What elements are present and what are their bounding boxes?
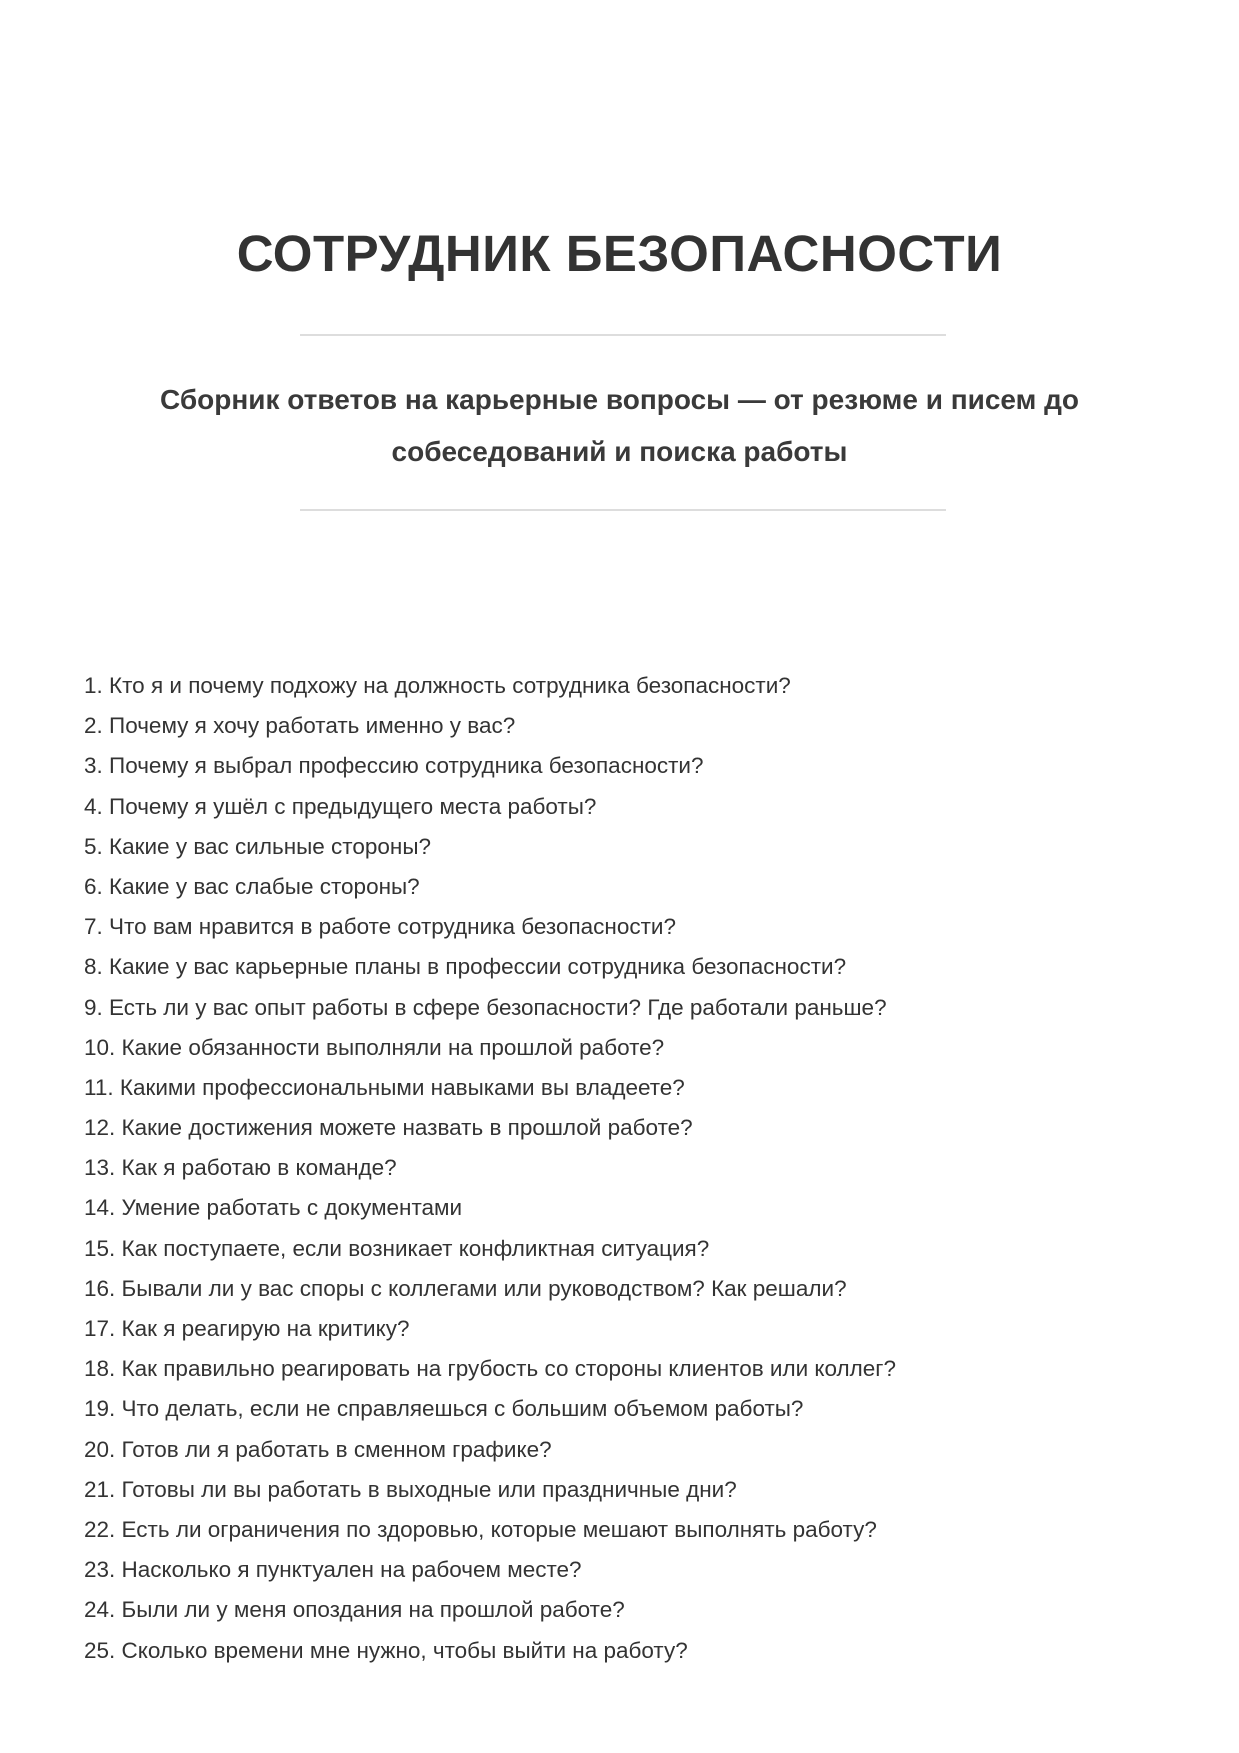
divider-top: [300, 334, 946, 336]
question-item: 23. Насколько я пунктуален на рабочем месте?: [84, 1557, 582, 1583]
question-item: 1. Кто я и почему подхожу на должность сотрудника безопасности?: [84, 673, 791, 698]
question-item: 24. Были ли у меня опоздания на прошлой работе?: [84, 1597, 625, 1623]
question-item: 7. Что вам нравится в работе сотрудника безопасности?: [84, 914, 676, 940]
question-item: 10. Какие обязанности выполняли на прошлой работе?: [84, 1034, 665, 1060]
question-item: 17. Как я реагирую на критику?: [84, 1316, 410, 1341]
question-item: 2. Почему я хочу работать именно у вас?: [84, 713, 516, 739]
question-item: 25. Сколько времени мне нужно, чтобы выйти на работу?: [84, 1637, 688, 1663]
question-item: 13. Как я работаю в команде?: [84, 1155, 397, 1181]
question-item: 8. Какие у вас карьерные планы в профессии сотрудника безопасности?: [84, 954, 847, 980]
page-title: СОТРУДНИК БЕЗОПАСНОСТИ: [236, 225, 1003, 283]
question-item: 5. Какие у вас сильные стороны?: [84, 833, 432, 859]
question-item: 4. Почему я ушёл с предыдущего места работы?: [84, 793, 597, 819]
questions-list: [84, 666, 896, 1671]
question-item: 21. Готовы ли вы работать в выходные или праздничные дни?: [84, 1476, 737, 1502]
page-subtitle: Сборник ответов на карьерные вопросы — от резюме и писем до собеседований и поиска работы: [160, 384, 1079, 467]
question-item: 20. Готов ли я работать в сменном графике?: [84, 1436, 552, 1462]
question-item: 14. Умение работать с документами: [84, 1195, 463, 1221]
question-item: 3. Почему я выбрал профессию сотрудника безопасности?: [84, 753, 704, 779]
question-item: 22. Есть ли ограничения по здоровью, которые мешают выполнять работу?: [84, 1516, 877, 1542]
question-item: 9. Есть ли у вас опыт работы в сфере безопасности? Где работали раньше?: [84, 994, 887, 1020]
question-item: 18. Как правильно реагировать на грубость со стороны клиентов или коллег?: [84, 1356, 897, 1382]
divider-bottom: [300, 509, 946, 511]
question-item: 19. Что делать, если не справляешься с большим объемом работы?: [84, 1396, 804, 1422]
question-item: 15. Как поступаете, если возникает конфликтная ситуация?: [84, 1235, 710, 1261]
question-item: 6. Какие у вас слабые стороны?: [84, 873, 420, 899]
question-item: 16. Бывали ли у вас споры с коллегами или руководством? Как решали?: [84, 1275, 847, 1301]
question-item: 11. Какими профессиональными навыками вы владеете?: [84, 1074, 685, 1100]
question-item: 12. Какие достижения можете назвать в прошлой работе?: [84, 1115, 693, 1141]
